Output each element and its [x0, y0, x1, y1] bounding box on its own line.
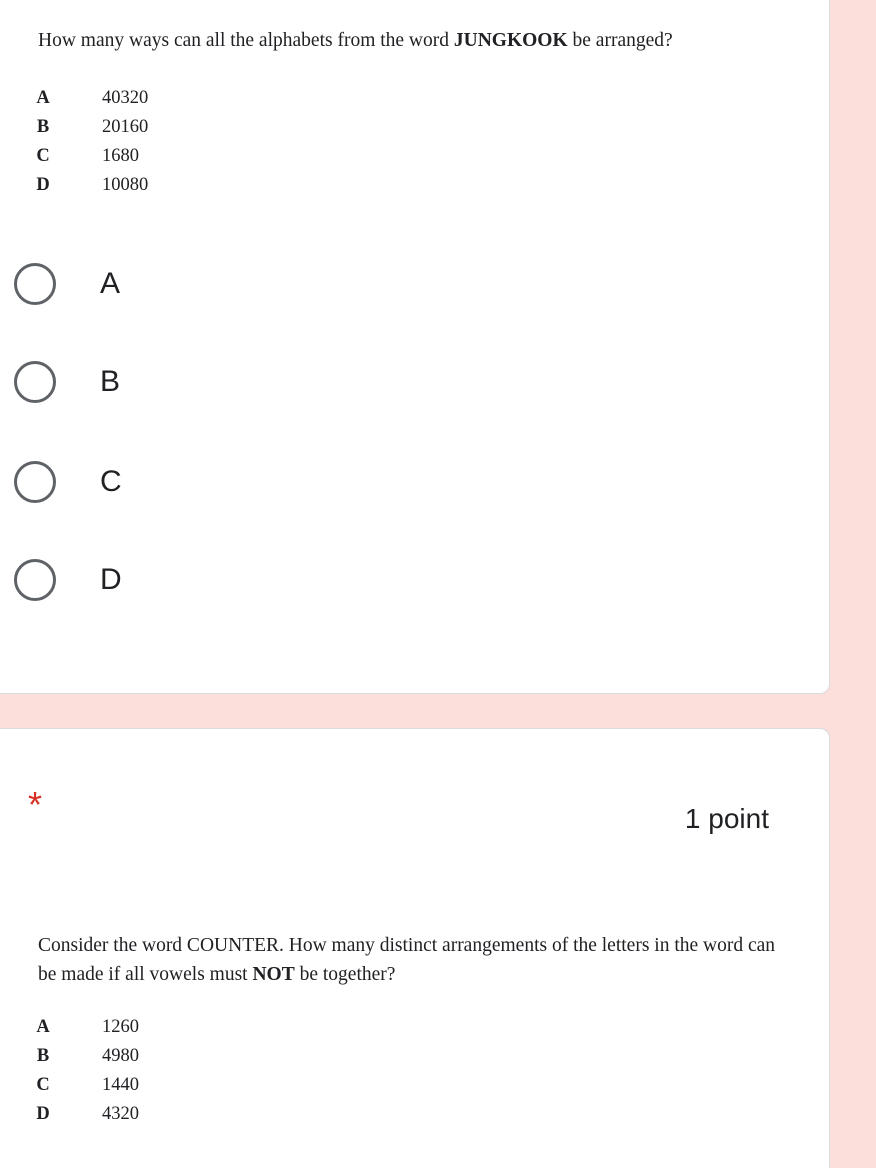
answer-options-table: [36, 84, 148, 200]
option-value: 4320: [102, 1104, 139, 1124]
option-row: [36, 1100, 139, 1129]
radio-circle-icon[interactable]: [14, 559, 56, 601]
radio-option-b[interactable]: [14, 356, 120, 408]
option-letter: D: [36, 175, 50, 195]
question-card-2: [0, 728, 830, 1168]
option-value: 1440: [102, 1075, 139, 1095]
option-value: 1680: [102, 146, 139, 166]
option-row: [36, 84, 148, 113]
radio-option-a[interactable]: [14, 258, 120, 310]
question-text-part: be together?: [294, 964, 396, 985]
option-value: 10080: [102, 175, 149, 195]
option-value: 1260: [102, 1017, 139, 1037]
radio-label: A: [100, 267, 121, 300]
option-value: 4980: [102, 1046, 139, 1066]
option-letter: B: [36, 1046, 50, 1066]
option-letter: C: [36, 146, 50, 166]
radio-label: C: [100, 465, 122, 498]
option-row: [36, 171, 148, 200]
question-text-bold: NOT: [252, 964, 295, 985]
points-label: 1 point: [684, 803, 769, 834]
radio-circle-icon[interactable]: [14, 461, 56, 503]
option-letter: A: [36, 1017, 50, 1037]
question-text-part: How many ways can all the alphabets from the word: [38, 30, 454, 51]
option-row: [36, 1071, 139, 1100]
question-text-part: be arranged?: [567, 30, 673, 51]
answer-options-table: [36, 1013, 139, 1129]
radio-circle-icon[interactable]: [14, 263, 56, 305]
option-letter: D: [36, 1104, 50, 1124]
option-letter: B: [36, 117, 50, 137]
option-row: [36, 113, 148, 142]
option-letter: C: [36, 1075, 50, 1095]
question-text: [38, 931, 778, 989]
question-text-part: Consider the word COUNTER. How many distinct arrangements of the letters in the word can be made if all vowels must: [38, 935, 776, 985]
question-text-bold: JUNGKOOK: [453, 30, 568, 51]
radio-circle-icon[interactable]: [14, 361, 56, 403]
radio-option-c[interactable]: [14, 456, 122, 508]
radio-label: B: [100, 365, 121, 398]
option-row: [36, 1042, 139, 1071]
option-letter: A: [36, 88, 50, 108]
option-value: 20160: [102, 117, 149, 137]
required-asterisk: *: [28, 784, 43, 825]
radio-label: D: [100, 563, 122, 596]
option-row: [36, 1013, 139, 1042]
option-value: 40320: [102, 88, 149, 108]
option-row: [36, 142, 148, 171]
question-text: [38, 26, 798, 55]
radio-option-d[interactable]: [14, 554, 122, 606]
